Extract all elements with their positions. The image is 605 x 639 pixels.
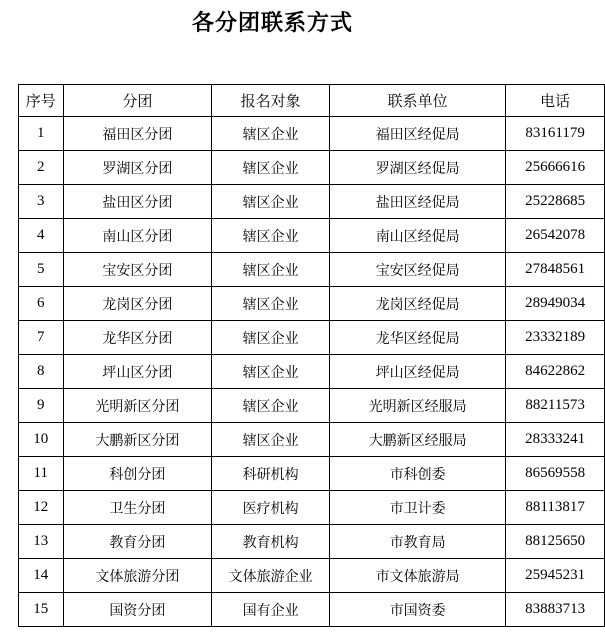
target-cell: 医疗机构 bbox=[212, 491, 330, 525]
target-cell: 辖区企业 bbox=[212, 287, 330, 321]
page-title: 各分团联系方式 bbox=[191, 11, 353, 36]
phone-cell: 86569558 bbox=[506, 457, 605, 491]
table-row bbox=[19, 491, 605, 525]
row-index-cell: 10 bbox=[19, 423, 64, 457]
table-row bbox=[19, 253, 605, 287]
contact-unit-cell: 光明新区经服局 bbox=[330, 389, 506, 423]
contact-unit-cell: 南山区经促局 bbox=[330, 219, 506, 253]
row-index-cell: 14 bbox=[19, 559, 64, 593]
group-cell: 福田区分团 bbox=[63, 117, 212, 151]
phone-cell: 27848561 bbox=[506, 253, 605, 287]
phone-cell: 88113817 bbox=[506, 491, 605, 525]
contact-unit-cell: 市教育局 bbox=[330, 525, 506, 559]
group-cell: 国资分团 bbox=[63, 593, 212, 627]
table-row bbox=[19, 287, 605, 321]
table-header-row bbox=[19, 85, 605, 117]
header-target: 报名对象 bbox=[212, 85, 330, 117]
group-cell: 盐田区分团 bbox=[63, 185, 212, 219]
contact-unit-cell: 福田区经促局 bbox=[330, 117, 506, 151]
table-row bbox=[19, 321, 605, 355]
target-cell: 辖区企业 bbox=[212, 185, 330, 219]
row-index-cell: 11 bbox=[19, 457, 64, 491]
target-cell: 国有企业 bbox=[212, 593, 330, 627]
target-cell: 辖区企业 bbox=[212, 253, 330, 287]
table-row bbox=[19, 355, 605, 389]
table-row bbox=[19, 423, 605, 457]
contacts-table bbox=[18, 84, 605, 627]
row-index-cell: 6 bbox=[19, 287, 64, 321]
contact-unit-cell: 盐田区经促局 bbox=[330, 185, 506, 219]
table-row bbox=[19, 151, 605, 185]
table-row bbox=[19, 593, 605, 627]
table-row bbox=[19, 117, 605, 151]
phone-cell: 25228685 bbox=[506, 185, 605, 219]
row-index-cell: 4 bbox=[19, 219, 64, 253]
contact-unit-cell: 市文体旅游局 bbox=[330, 559, 506, 593]
contact-unit-cell: 宝安区经促局 bbox=[330, 253, 506, 287]
group-cell: 罗湖区分团 bbox=[63, 151, 212, 185]
phone-cell: 88125650 bbox=[506, 525, 605, 559]
table-row bbox=[19, 219, 605, 253]
contact-unit-cell: 龙岗区经促局 bbox=[330, 287, 506, 321]
row-index-cell: 7 bbox=[19, 321, 64, 355]
contact-unit-cell: 市国资委 bbox=[330, 593, 506, 627]
target-cell: 教育机构 bbox=[212, 525, 330, 559]
row-index-cell: 8 bbox=[19, 355, 64, 389]
phone-cell: 25945231 bbox=[506, 559, 605, 593]
phone-cell: 28949034 bbox=[506, 287, 605, 321]
target-cell: 辖区企业 bbox=[212, 219, 330, 253]
group-cell: 文体旅游分团 bbox=[63, 559, 212, 593]
group-cell: 宝安区分团 bbox=[63, 253, 212, 287]
phone-cell: 28333241 bbox=[506, 423, 605, 457]
row-index-cell: 3 bbox=[19, 185, 64, 219]
target-cell: 科研机构 bbox=[212, 457, 330, 491]
group-cell: 科创分团 bbox=[63, 457, 212, 491]
row-index-cell: 2 bbox=[19, 151, 64, 185]
table-row bbox=[19, 559, 605, 593]
target-cell: 辖区企业 bbox=[212, 321, 330, 355]
contact-unit-cell: 市卫计委 bbox=[330, 491, 506, 525]
table-row bbox=[19, 525, 605, 559]
row-index-cell: 13 bbox=[19, 525, 64, 559]
header-index: 序号 bbox=[19, 85, 64, 117]
table-row bbox=[19, 389, 605, 423]
group-cell: 龙华区分团 bbox=[63, 321, 212, 355]
group-cell: 大鹏新区分团 bbox=[63, 423, 212, 457]
row-index-cell: 5 bbox=[19, 253, 64, 287]
target-cell: 辖区企业 bbox=[212, 117, 330, 151]
table-row bbox=[19, 457, 605, 491]
target-cell: 辖区企业 bbox=[212, 151, 330, 185]
target-cell: 文体旅游企业 bbox=[212, 559, 330, 593]
phone-cell: 83161179 bbox=[506, 117, 605, 151]
phone-cell: 84622862 bbox=[506, 355, 605, 389]
contact-unit-cell: 龙华区经促局 bbox=[330, 321, 506, 355]
phone-cell: 88211573 bbox=[506, 389, 605, 423]
header-contact-unit: 联系单位 bbox=[330, 85, 506, 117]
group-cell: 南山区分团 bbox=[63, 219, 212, 253]
group-cell: 教育分团 bbox=[63, 525, 212, 559]
phone-cell: 26542078 bbox=[506, 219, 605, 253]
contact-unit-cell: 罗湖区经促局 bbox=[330, 151, 506, 185]
phone-cell: 83883713 bbox=[506, 593, 605, 627]
table-row bbox=[19, 185, 605, 219]
row-index-cell: 1 bbox=[19, 117, 64, 151]
row-index-cell: 9 bbox=[19, 389, 64, 423]
phone-cell: 23332189 bbox=[506, 321, 605, 355]
contact-unit-cell: 市科创委 bbox=[330, 457, 506, 491]
group-cell: 坪山区分团 bbox=[63, 355, 212, 389]
target-cell: 辖区企业 bbox=[212, 423, 330, 457]
target-cell: 辖区企业 bbox=[212, 389, 330, 423]
row-index-cell: 15 bbox=[19, 593, 64, 627]
row-index-cell: 12 bbox=[19, 491, 64, 525]
contact-unit-cell: 坪山区经促局 bbox=[330, 355, 506, 389]
group-cell: 卫生分团 bbox=[63, 491, 212, 525]
header-group: 分团 bbox=[63, 85, 212, 117]
phone-cell: 25666616 bbox=[506, 151, 605, 185]
group-cell: 光明新区分团 bbox=[63, 389, 212, 423]
group-cell: 龙岗区分团 bbox=[63, 287, 212, 321]
target-cell: 辖区企业 bbox=[212, 355, 330, 389]
contact-unit-cell: 大鹏新区经服局 bbox=[330, 423, 506, 457]
header-phone: 电话 bbox=[506, 85, 605, 117]
